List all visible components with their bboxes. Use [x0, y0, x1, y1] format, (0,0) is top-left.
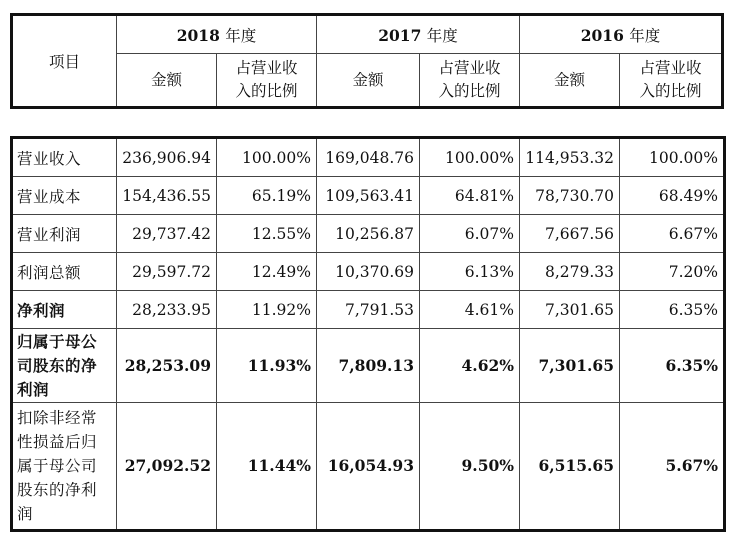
- cell-2016-amount: 114,953.32: [520, 138, 620, 177]
- cell-2017-ratio: 100.00%: [420, 138, 520, 177]
- cell-2016-amount: 7,301.65: [520, 291, 620, 329]
- cell-2018-ratio: 11.93%: [217, 329, 317, 403]
- cell-2017-ratio: 6.13%: [420, 253, 520, 291]
- column-header-2017: 2017 年度: [317, 15, 520, 54]
- cell-2017-ratio: 9.50%: [420, 403, 520, 531]
- row-label: 归属于母公 司股东的净 利润: [12, 329, 117, 403]
- cell-2016-ratio: 6.35%: [620, 291, 725, 329]
- table-row-net-profit-parent: [12, 329, 725, 403]
- table-row-revenue: [12, 138, 725, 177]
- cell-2017-amount: 169,048.76: [317, 138, 420, 177]
- cell-2016-ratio: 68.49%: [620, 177, 725, 215]
- subheader-ratio: 占营业收 入的比例: [620, 54, 723, 108]
- table-row-total-profit: [12, 253, 725, 291]
- table-row-cost: [12, 177, 725, 215]
- financial-data-table: [10, 136, 726, 532]
- cell-2016-ratio: 6.67%: [620, 215, 725, 253]
- subheader-ratio: 占营业收 入的比例: [217, 54, 317, 108]
- cell-2018-ratio: 12.49%: [217, 253, 317, 291]
- table-row-net-profit-deducted: [12, 403, 725, 531]
- column-header-item: 项目: [12, 15, 117, 108]
- cell-2017-ratio: 6.07%: [420, 215, 520, 253]
- subheader-ratio: 占营业收 入的比例: [420, 54, 520, 108]
- row-label: 营业利润: [12, 215, 117, 253]
- row-label: 利润总额: [12, 253, 117, 291]
- cell-2016-amount: 7,301.65: [520, 329, 620, 403]
- cell-2018-ratio: 11.44%: [217, 403, 317, 531]
- cell-2016-amount: 78,730.70: [520, 177, 620, 215]
- cell-2016-ratio: 7.20%: [620, 253, 725, 291]
- cell-2017-amount: 10,370.69: [317, 253, 420, 291]
- cell-2016-ratio: 5.67%: [620, 403, 725, 531]
- cell-2016-amount: 7,667.56: [520, 215, 620, 253]
- subheader-amount: 金额: [117, 54, 217, 108]
- cell-2018-amount: 236,906.94: [117, 138, 217, 177]
- cell-2017-amount: 7,791.53: [317, 291, 420, 329]
- column-header-2016: 2016 年度: [520, 15, 723, 54]
- cell-2018-amount: 28,233.95: [117, 291, 217, 329]
- row-label: 营业成本: [12, 177, 117, 215]
- cell-2018-ratio: 12.55%: [217, 215, 317, 253]
- cell-2017-ratio: 64.81%: [420, 177, 520, 215]
- table-header: [10, 13, 724, 109]
- cell-2016-amount: 6,515.65: [520, 403, 620, 531]
- table-row-operating-profit: [12, 215, 725, 253]
- cell-2016-ratio: 6.35%: [620, 329, 725, 403]
- row-label: 营业收入: [12, 138, 117, 177]
- cell-2017-ratio: 4.62%: [420, 329, 520, 403]
- cell-2018-ratio: 65.19%: [217, 177, 317, 215]
- cell-2018-ratio: 11.92%: [217, 291, 317, 329]
- cell-2017-ratio: 4.61%: [420, 291, 520, 329]
- cell-2018-amount: 154,436.55: [117, 177, 217, 215]
- cell-2018-ratio: 100.00%: [217, 138, 317, 177]
- cell-2018-amount: 28,253.09: [117, 329, 217, 403]
- cell-2018-amount: 29,597.72: [117, 253, 217, 291]
- column-header-2018: 2018 年度: [117, 15, 317, 54]
- table-row-net-profit: [12, 291, 725, 329]
- row-label: 净利润: [12, 291, 117, 329]
- cell-2017-amount: 109,563.41: [317, 177, 420, 215]
- cell-2016-ratio: 100.00%: [620, 138, 725, 177]
- cell-2018-amount: 29,737.42: [117, 215, 217, 253]
- subheader-amount: 金额: [317, 54, 420, 108]
- row-label: 扣除非经常 性损益后归 属于母公司 股东的净利 润: [12, 403, 117, 531]
- cell-2016-amount: 8,279.33: [520, 253, 620, 291]
- cell-2017-amount: 10,256.87: [317, 215, 420, 253]
- cell-2017-amount: 7,809.13: [317, 329, 420, 403]
- cell-2017-amount: 16,054.93: [317, 403, 420, 531]
- cell-2018-amount: 27,092.52: [117, 403, 217, 531]
- subheader-amount: 金额: [520, 54, 620, 108]
